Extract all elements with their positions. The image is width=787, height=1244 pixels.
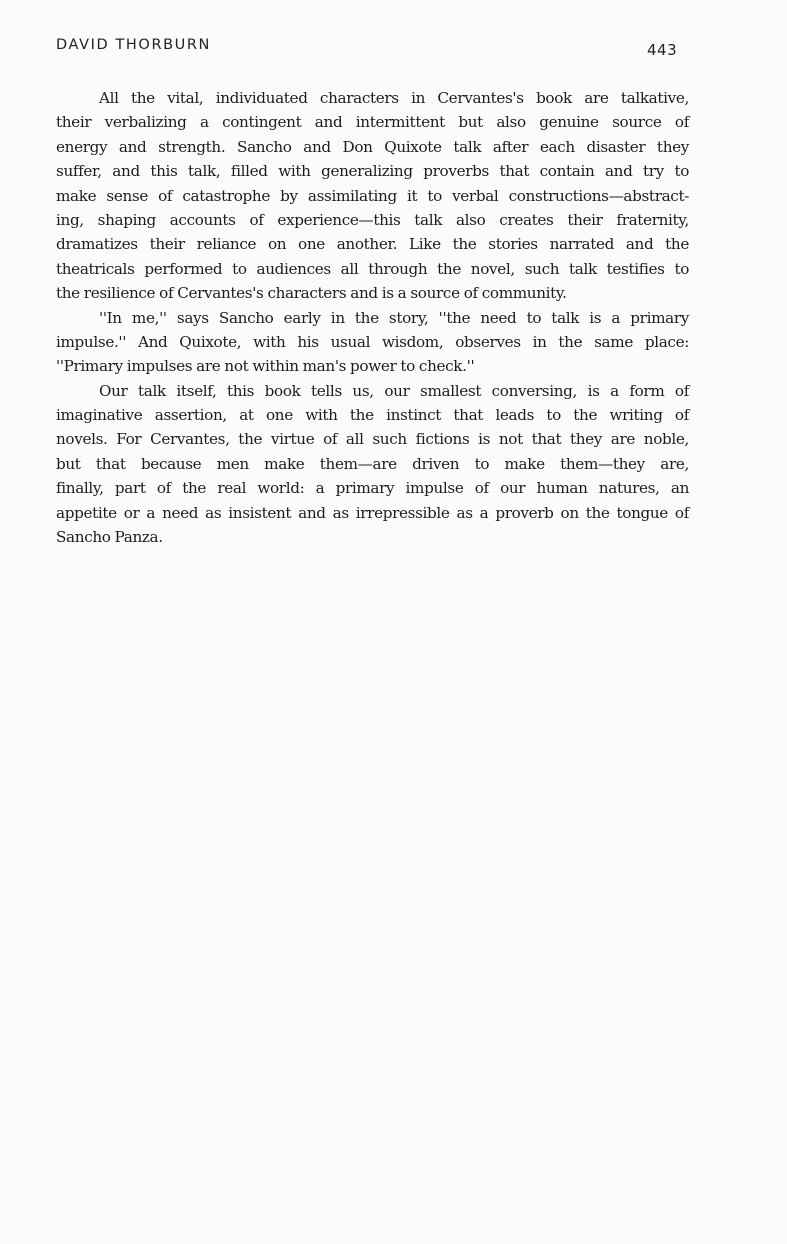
text-line: novels. For Cervantes, the virtue of all such fictions is not that they are noble, bbox=[56, 430, 689, 449]
text-line: dramatizes their reliance on one another. Like the stories narrated and the bbox=[56, 235, 689, 254]
text-line: ''In me,'' says Sancho early in the story, ''the need to talk is a primary bbox=[99, 308, 689, 327]
text-line: appetite or a need as insistent and as irrepressible as a proverb on the tongue of bbox=[56, 503, 689, 522]
body-text bbox=[56, 86, 689, 549]
text-line: ''Primary impulses are not within man's power to check.'' bbox=[56, 357, 475, 376]
text-line: All the vital, individuated characters in Cervantes's book are talkative, bbox=[99, 89, 689, 107]
text-line: their verbalizing a contingent and intermittent but also genuine source of bbox=[56, 113, 689, 132]
text-line: finally, part of the real world: a primary impulse of our human natures, an bbox=[56, 479, 689, 498]
running-head-author: DAVID THORBURN bbox=[56, 37, 212, 53]
text-line: impulse.'' And Quixote, with his usual wisdom, observes in the same place: bbox=[56, 332, 689, 351]
text-line: Sancho Panza. bbox=[56, 528, 163, 547]
text-line: the resilience of Cervantes's characters and is a source of community. bbox=[56, 284, 567, 303]
text-line: make sense of catastrophe by assimilating it to verbal constructions—abstract- bbox=[56, 186, 689, 205]
text-line: Our talk itself, this book tells us, our smallest conversing, is a form of bbox=[99, 381, 689, 400]
page-number: 443 bbox=[647, 41, 678, 59]
text-line: but that because men make them—are driven to make them—they are, bbox=[56, 454, 689, 473]
text-line: imaginative assertion, at one with the instinct that leads to the writing of bbox=[56, 406, 689, 425]
text-line: energy and strength. Sancho and Don Quixote talk after each disaster they bbox=[56, 137, 689, 156]
text-line: theatricals performed to audiences all through the novel, such talk testifies to bbox=[56, 259, 689, 278]
text-line: ing, shaping accounts of experience—this talk also creates their fraternity, bbox=[56, 210, 689, 229]
text-line: suffer, and this talk, filled with generalizing proverbs that contain and try to bbox=[56, 162, 689, 181]
